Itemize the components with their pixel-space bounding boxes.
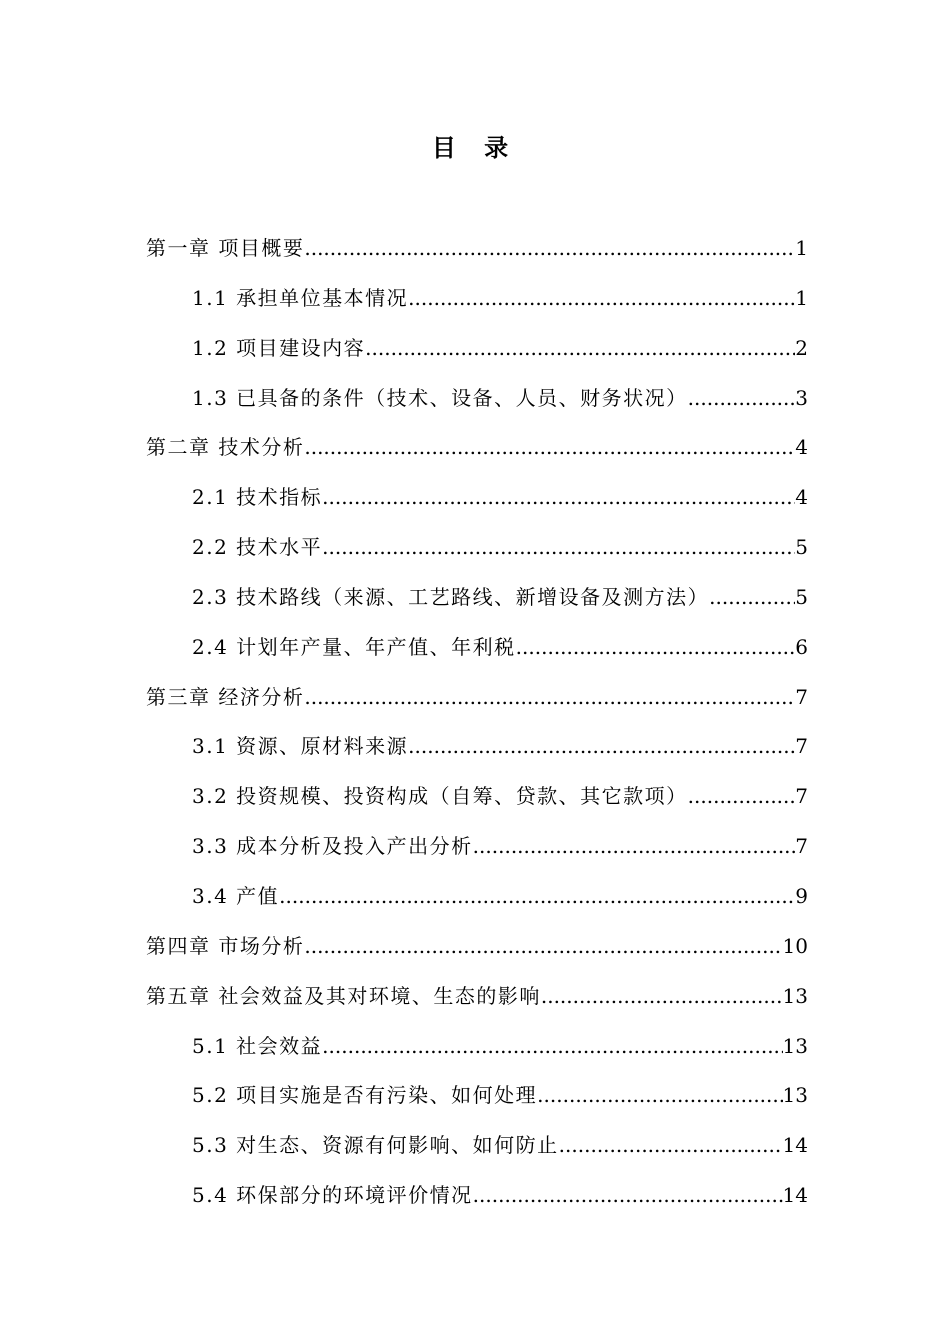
toc-page-number: 1 (795, 236, 808, 260)
toc-entry-title: 第一章 项目概要 (146, 236, 305, 260)
toc-dot-leader (304, 926, 782, 966)
toc-dot-leader (322, 477, 795, 517)
toc-dot-leader (322, 527, 795, 567)
toc-page-number: 13 (782, 1033, 808, 1058)
toc-page-number: 5 (795, 535, 808, 560)
toc-entry[interactable] (146, 427, 808, 477)
toc-entry-title: 3.1 资源、原材料来源 (192, 734, 409, 759)
toc-page-number: 14 (782, 1133, 808, 1158)
toc-dot-leader (537, 1075, 782, 1115)
toc-entry-title: 第二章 技术分析 (146, 435, 305, 460)
toc-entry-title: 第四章 市场分析 (146, 933, 305, 958)
table-of-contents (146, 228, 808, 1225)
toc-page-number: 6 (795, 634, 808, 659)
toc-page-number: 2 (795, 335, 808, 360)
toc-dot-leader (304, 427, 795, 467)
toc-dot-leader (559, 1125, 783, 1165)
toc-entry[interactable] (146, 527, 808, 577)
toc-page-number: 14 (782, 1183, 808, 1208)
toc-dot-leader (322, 1026, 782, 1066)
toc-entry-title: 第三章 经济分析 (146, 684, 305, 709)
toc-entry-title: 5.3 对生态、资源有何影响、如何防止 (192, 1133, 559, 1158)
toc-entry[interactable] (146, 328, 808, 378)
toc-entry-title: 3.4 产值 (192, 883, 280, 908)
toc-page-number: 10 (782, 933, 808, 958)
toc-dot-leader (408, 278, 795, 318)
toc-page-number: 5 (795, 584, 808, 609)
toc-entry[interactable] (146, 726, 808, 776)
toc-entry[interactable] (146, 577, 808, 627)
toc-page-number: 13 (782, 1083, 808, 1108)
toc-entry[interactable] (146, 677, 808, 727)
toc-dot-leader (279, 876, 795, 916)
toc-entry[interactable] (146, 1125, 808, 1175)
toc-dot-leader (365, 328, 795, 368)
toc-page-number: 9 (795, 883, 808, 908)
toc-entry[interactable] (146, 876, 808, 926)
toc-entry-title: 2.2 技术水平 (192, 535, 323, 560)
toc-entry[interactable] (146, 378, 808, 428)
toc-entry-title: 5.4 环保部分的环境评价情况 (192, 1183, 473, 1208)
toc-dot-leader (473, 826, 796, 866)
toc-entry-title: 5.2 项目实施是否有污染、如何处理 (192, 1083, 538, 1108)
toc-dot-leader (709, 577, 795, 617)
toc-entry-title: 第五章 社会效益及其对环境、生态的影响 (146, 983, 541, 1008)
toc-page-number: 1 (795, 285, 808, 310)
toc-page-number: 7 (795, 684, 808, 709)
toc-entry[interactable] (146, 1075, 808, 1125)
toc-entry-title: 2.4 计划年产量、年产值、年利税 (192, 634, 516, 659)
toc-entry-title: 3.2 投资规模、投资构成（自筹、贷款、其它款项） (192, 784, 688, 809)
toc-page-number: 7 (795, 834, 808, 859)
toc-page-number: 4 (795, 435, 808, 460)
toc-entry[interactable] (146, 477, 808, 527)
toc-entry-title: 1.1 承担单位基本情况 (192, 285, 409, 310)
toc-dot-leader (688, 776, 796, 816)
toc-entry[interactable] (146, 228, 808, 278)
toc-page-number: 7 (795, 784, 808, 809)
toc-dot-leader (516, 627, 796, 667)
toc-entry[interactable] (146, 1026, 808, 1076)
toc-entry-title: 1.2 项目建设内容 (192, 335, 366, 360)
toc-entry-title: 5.1 社会效益 (192, 1033, 323, 1058)
toc-page-number: 3 (795, 385, 808, 410)
toc-entry[interactable] (146, 826, 808, 876)
toc-dot-leader (408, 726, 795, 766)
toc-dot-leader (304, 677, 795, 717)
page-title: 目 录 (431, 134, 519, 162)
toc-entry[interactable] (146, 278, 808, 328)
toc-entry[interactable] (146, 1175, 808, 1225)
toc-entry-title: 2.1 技术指标 (192, 485, 323, 510)
toc-dot-leader (688, 378, 796, 418)
toc-entry-title: 3.3 成本分析及投入产出分析 (192, 834, 473, 859)
toc-page-number: 4 (795, 485, 808, 510)
toc-entry[interactable] (146, 776, 808, 826)
toc-entry[interactable] (146, 926, 808, 976)
toc-entry-title: 2.3 技术路线（来源、工艺路线、新增设备及测方法） (192, 584, 710, 609)
toc-dot-leader (304, 228, 795, 268)
toc-page-number: 13 (782, 983, 808, 1008)
toc-entry[interactable] (146, 627, 808, 677)
toc-page-number: 7 (795, 734, 808, 759)
toc-dot-leader (473, 1175, 783, 1215)
toc-dot-leader (541, 976, 783, 1016)
toc-entry-title: 1.3 已具备的条件（技术、设备、人员、财务状况） (192, 385, 688, 410)
toc-entry[interactable] (146, 976, 808, 1026)
